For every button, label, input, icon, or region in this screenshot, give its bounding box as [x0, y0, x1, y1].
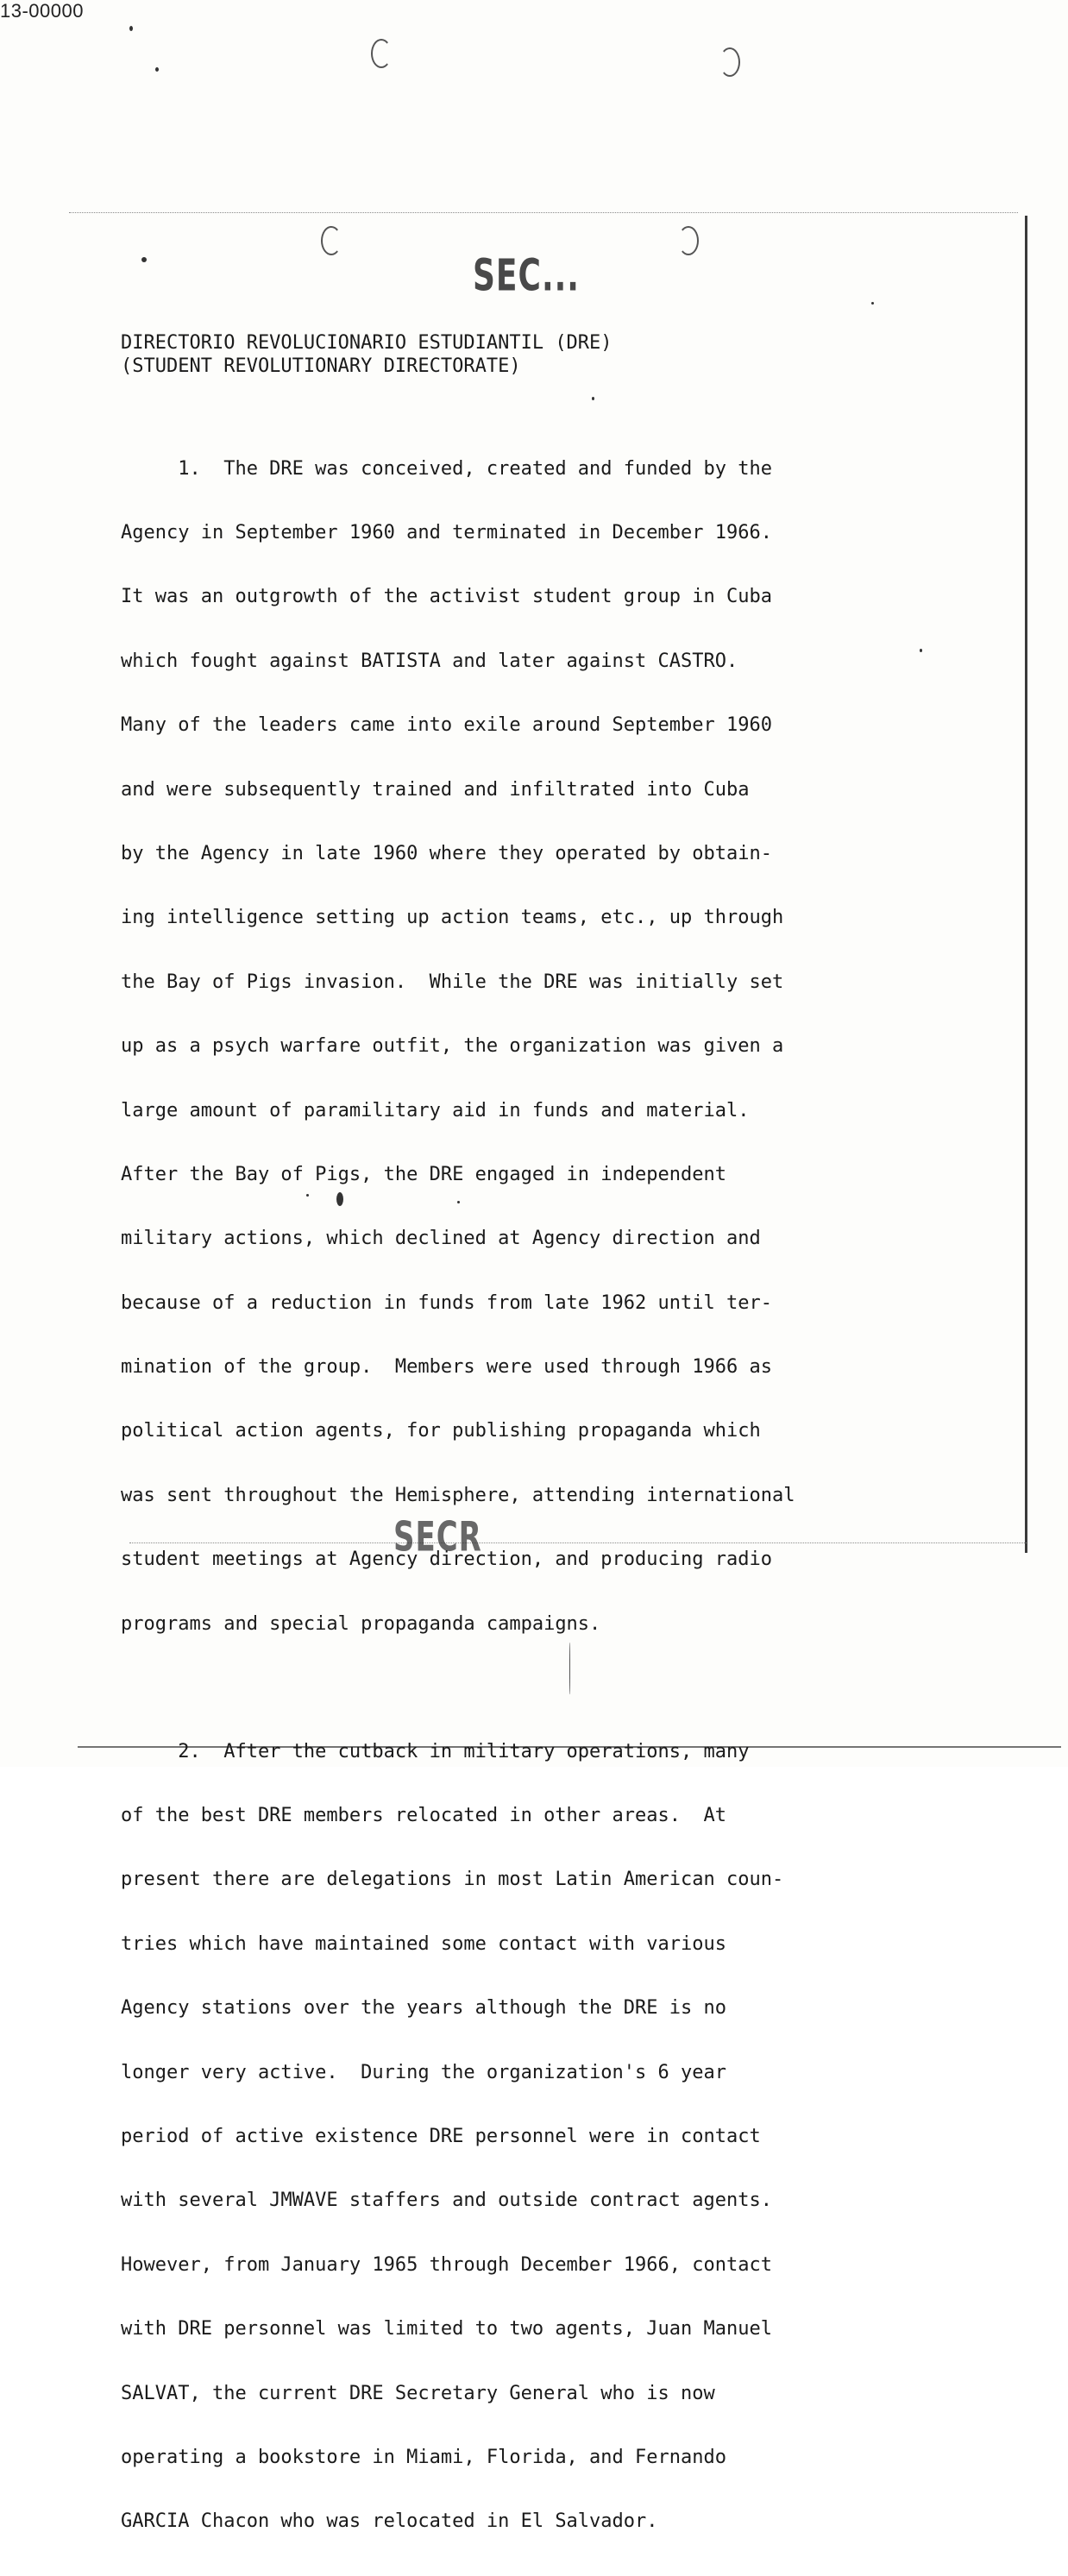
text-line: of the best DRE members relocated in other areas. At [121, 1805, 726, 1826]
text-line: by the Agency in late 1960 where they operated by obtain- [121, 842, 772, 864]
text-line: and were subsequently trained and infiltrated into Cuba [121, 778, 750, 801]
document-title-english: (STUDENT REVOLUTIONARY DIRECTORATE) [121, 355, 521, 377]
text-line: However, from January 1965 through December 1966, contact [121, 2253, 772, 2276]
text-line: 2. After the cutback in military operations, many [121, 1740, 750, 1762]
text-line: military actions, which declined at Agency direction and [121, 1228, 761, 1250]
text-line: present there are delegations in most Latin American coun- [121, 1869, 784, 1891]
punch-hole-mid-left [321, 226, 342, 255]
punch-hole-top-right [719, 47, 740, 77]
text-line: operating a bookstore in Miami, Florida, and Fernando [121, 2446, 726, 2468]
text-line: period of active existence DRE personnel were in contact [121, 2125, 761, 2147]
scan-speck [871, 302, 874, 305]
text-line: ing intelligence setting up action teams, etc., up through [121, 907, 784, 929]
text-line: student meetings at Agency direction, and producing radio [121, 1549, 772, 1571]
text-line: with DRE personnel was limited to two agents, Juan Manuel [121, 2318, 772, 2340]
text-line: Agency in September 1960 and terminated in December 1966. [121, 521, 772, 543]
text-line: SALVAT, the current DRE Secretary General who is now [121, 2382, 715, 2404]
paragraph-2 [121, 1699, 932, 2576]
frame-top-edge [69, 212, 1018, 213]
text-line: Many of the leaders came into exile around September 1960 [121, 714, 772, 737]
punch-hole-top-left [371, 39, 392, 68]
text-line: programs and special propaganda campaigns. [121, 1612, 601, 1635]
text-line: was sent throughout the Hemisphere, attending international [121, 1484, 795, 1506]
text-line: 1. The DRE was conceived, created and funded by the [121, 457, 772, 480]
scan-speck [141, 257, 147, 262]
text-line: political action agents, for publishing propaganda which [121, 1420, 761, 1442]
paragraph-1 [121, 416, 932, 1678]
scan-speck [155, 67, 159, 72]
text-line: up as a psych warfare outfit, the organization was given a [121, 1035, 784, 1058]
text-line: the Bay of Pigs invasion. While the DRE was initially set [121, 971, 784, 993]
punch-hole-mid-right [678, 226, 699, 255]
document-title-spanish: DIRECTORIO REVOLUCIONARIO ESTUDIANTIL (DRE) [121, 332, 613, 354]
document-body [121, 331, 932, 2576]
text-line: because of a reduction in funds from late 1962 until ter- [121, 1291, 772, 1314]
document-id: 13-00000 [0, 0, 84, 22]
text-line: It was an outgrowth of the activist student group in Cuba [121, 586, 772, 608]
text-line: which fought against BATISTA and later against CASTRO. [121, 650, 738, 672]
text-line: Agency stations over the years although the DRE is no [121, 1997, 726, 2020]
scan-speck [129, 26, 133, 31]
text-line: large amount of paramilitary aid in funds and material. [121, 1099, 750, 1122]
text-line: with several JMWAVE staffers and outside contract agents. [121, 2190, 772, 2212]
classification-stamp-bottom: SECR [393, 1513, 482, 1561]
text-line: tries which have maintained some contact with various [121, 1932, 726, 1955]
text-line: longer very active. During the organization's 6 year [121, 2061, 726, 2083]
text-line: After the Bay of Pigs, the DRE engaged in independent [121, 1163, 726, 1185]
text-line: mination of the group. Members were used through 1966 as [121, 1356, 772, 1379]
text-line: GARCIA Chacon who was relocated in El Salvador. [121, 2510, 658, 2533]
classification-stamp-top: SEC... [473, 251, 580, 302]
frame-right-edge [1025, 216, 1027, 1553]
